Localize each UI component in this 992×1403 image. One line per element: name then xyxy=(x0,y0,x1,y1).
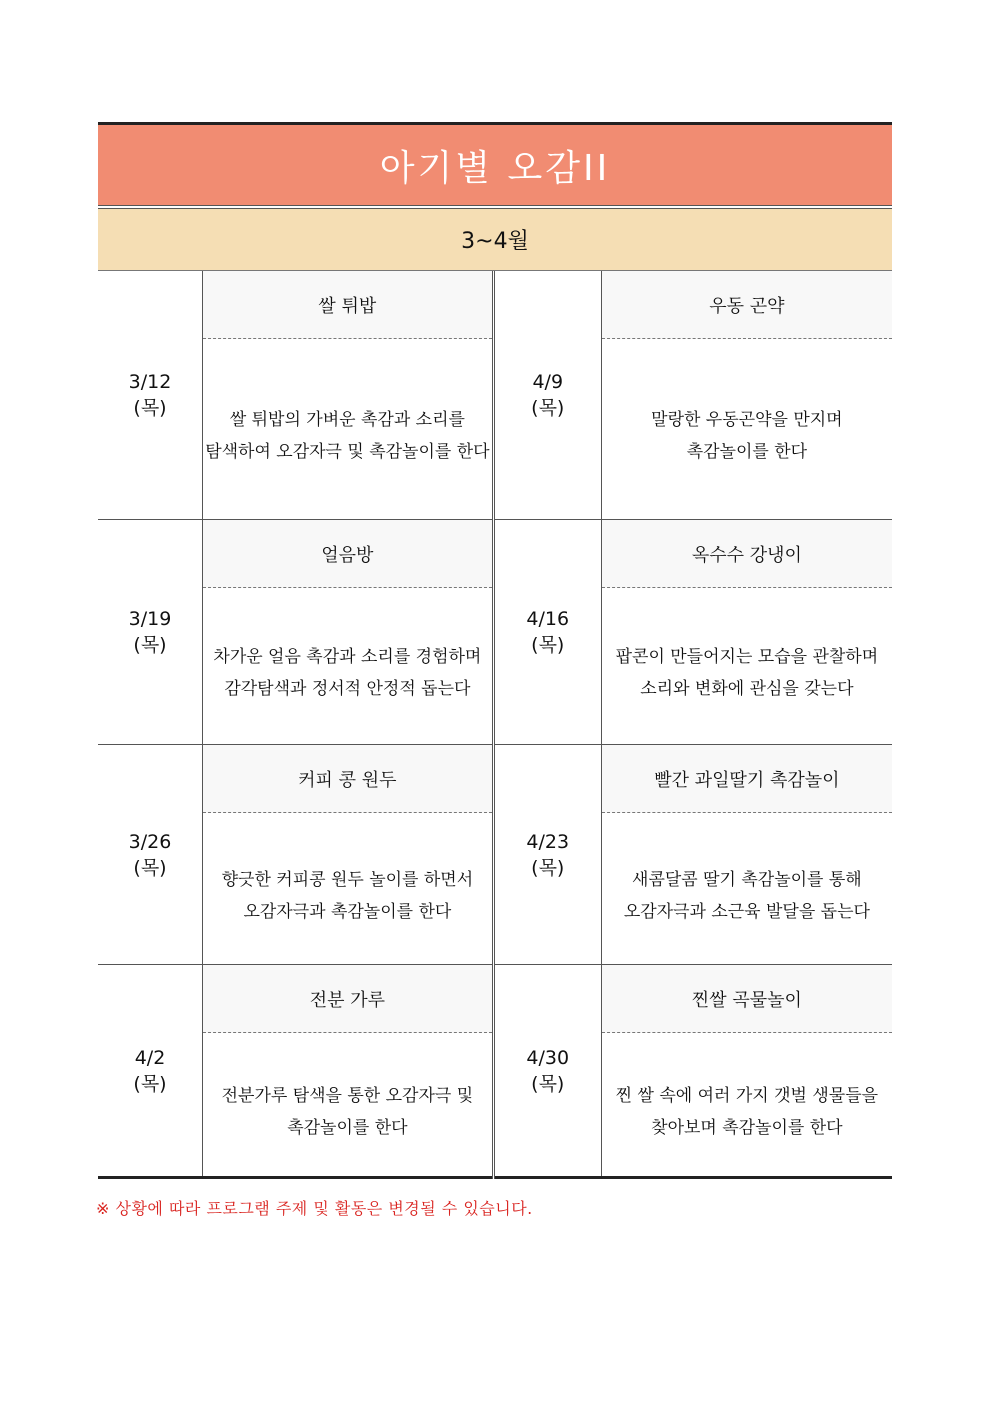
activity-description xyxy=(203,339,492,519)
weekday: (목) xyxy=(133,634,167,656)
date: 3/26 xyxy=(128,830,172,853)
weekday: (목) xyxy=(531,397,565,419)
weekday: (목) xyxy=(531,634,565,656)
activity-cell xyxy=(601,745,892,965)
schedule-table xyxy=(98,271,892,1179)
activity-description xyxy=(203,813,492,964)
activity-cell xyxy=(601,520,892,745)
activity-description xyxy=(602,339,892,519)
activity-cell xyxy=(601,271,892,520)
activity-title: 전분 가루 xyxy=(203,965,492,1033)
activity-cell xyxy=(203,745,494,965)
description-line: 향긋한 커피콩 원두 놀이를 하면서 xyxy=(221,869,474,890)
description-line: 말랑한 우동곤약을 만지며 xyxy=(651,410,843,430)
date-cell xyxy=(98,745,203,965)
month-bar xyxy=(98,209,892,271)
date: 4/16 xyxy=(526,608,570,630)
description-line: 전분가루 탐색을 통한 오감자극 및 xyxy=(221,1085,474,1106)
activity-description xyxy=(602,1033,892,1176)
activity-title: 얼음방 xyxy=(203,520,492,588)
activity-description xyxy=(602,813,892,964)
description-line: 탐색하여 오감자극 및 촉감놀이를 한다 xyxy=(205,442,490,462)
date: 3/12 xyxy=(128,371,172,393)
date: 4/2 xyxy=(134,1046,166,1069)
title-bar xyxy=(98,122,892,206)
description-line: 팝콘이 만들어지는 모습을 관찰하며 xyxy=(615,647,879,667)
footnote: ※ 상황에 따라 프로그램 주제 및 활동은 변경될 수 있습니다. xyxy=(96,1199,533,1218)
activity-title: 우동 곤약 xyxy=(602,271,892,339)
date: 4/30 xyxy=(526,1046,570,1069)
activity-cell xyxy=(203,271,494,520)
activity-title: 옥수수 강냉이 xyxy=(602,520,892,588)
activity-title: 빨간 과일딸기 촉감놀이 xyxy=(602,745,892,813)
month-label: 3~4월 xyxy=(461,229,529,254)
activity-cell xyxy=(601,965,892,1178)
date: 4/23 xyxy=(526,830,570,853)
weekday: (목) xyxy=(133,856,167,879)
program-sheet xyxy=(98,122,892,1179)
date: 3/19 xyxy=(128,608,172,630)
description-line: 찐 쌀 속에 여러 가지 갯벌 생물들을 xyxy=(615,1085,879,1106)
activity-description xyxy=(602,588,892,744)
activity-title: 쌀 튀밥 xyxy=(203,271,492,339)
description-line: 오감자극과 촉감놀이를 한다 xyxy=(243,901,452,922)
date-cell xyxy=(98,271,203,520)
weekday: (목) xyxy=(133,397,167,419)
date-cell xyxy=(493,520,601,745)
table-row xyxy=(98,520,892,745)
description-line: 새콤달콤 딸기 촉감놀이를 통해 xyxy=(632,869,862,890)
description-line: 촉감놀이를 한다 xyxy=(686,442,808,462)
description-line: 쌀 튀밥의 가벼운 촉감과 소리를 xyxy=(229,410,465,430)
description-line: 차가운 얼음 촉감과 소리를 경험하며 xyxy=(213,647,482,667)
weekday: (목) xyxy=(531,1072,565,1095)
date-cell xyxy=(493,271,601,520)
description-line: 찾아보며 촉감놀이를 한다 xyxy=(651,1117,843,1138)
weekday: (목) xyxy=(531,856,565,879)
description-line: 소리와 변화에 관심을 갖는다 xyxy=(640,679,854,699)
activity-title: 커피 콩 원두 xyxy=(203,745,492,813)
table-row xyxy=(98,965,892,1178)
date-cell xyxy=(493,965,601,1178)
description-line: 오감자극과 소근육 발달을 돕는다 xyxy=(623,901,870,922)
page-title: 아기별 오감II xyxy=(379,147,611,189)
date-cell xyxy=(98,520,203,745)
weekday: (목) xyxy=(133,1072,167,1095)
description-line: 촉감놀이를 한다 xyxy=(287,1117,408,1138)
activity-title: 찐쌀 곡물놀이 xyxy=(602,965,892,1033)
date-cell xyxy=(493,745,601,965)
table-row xyxy=(98,271,892,520)
activity-description xyxy=(203,588,492,744)
activity-cell xyxy=(203,520,494,745)
date: 4/9 xyxy=(532,371,564,393)
date-cell xyxy=(98,965,203,1178)
table-row xyxy=(98,745,892,965)
activity-description xyxy=(203,1033,492,1176)
activity-cell xyxy=(203,965,494,1178)
description-line: 감각탐색과 정서적 안정적 돕는다 xyxy=(224,679,471,699)
